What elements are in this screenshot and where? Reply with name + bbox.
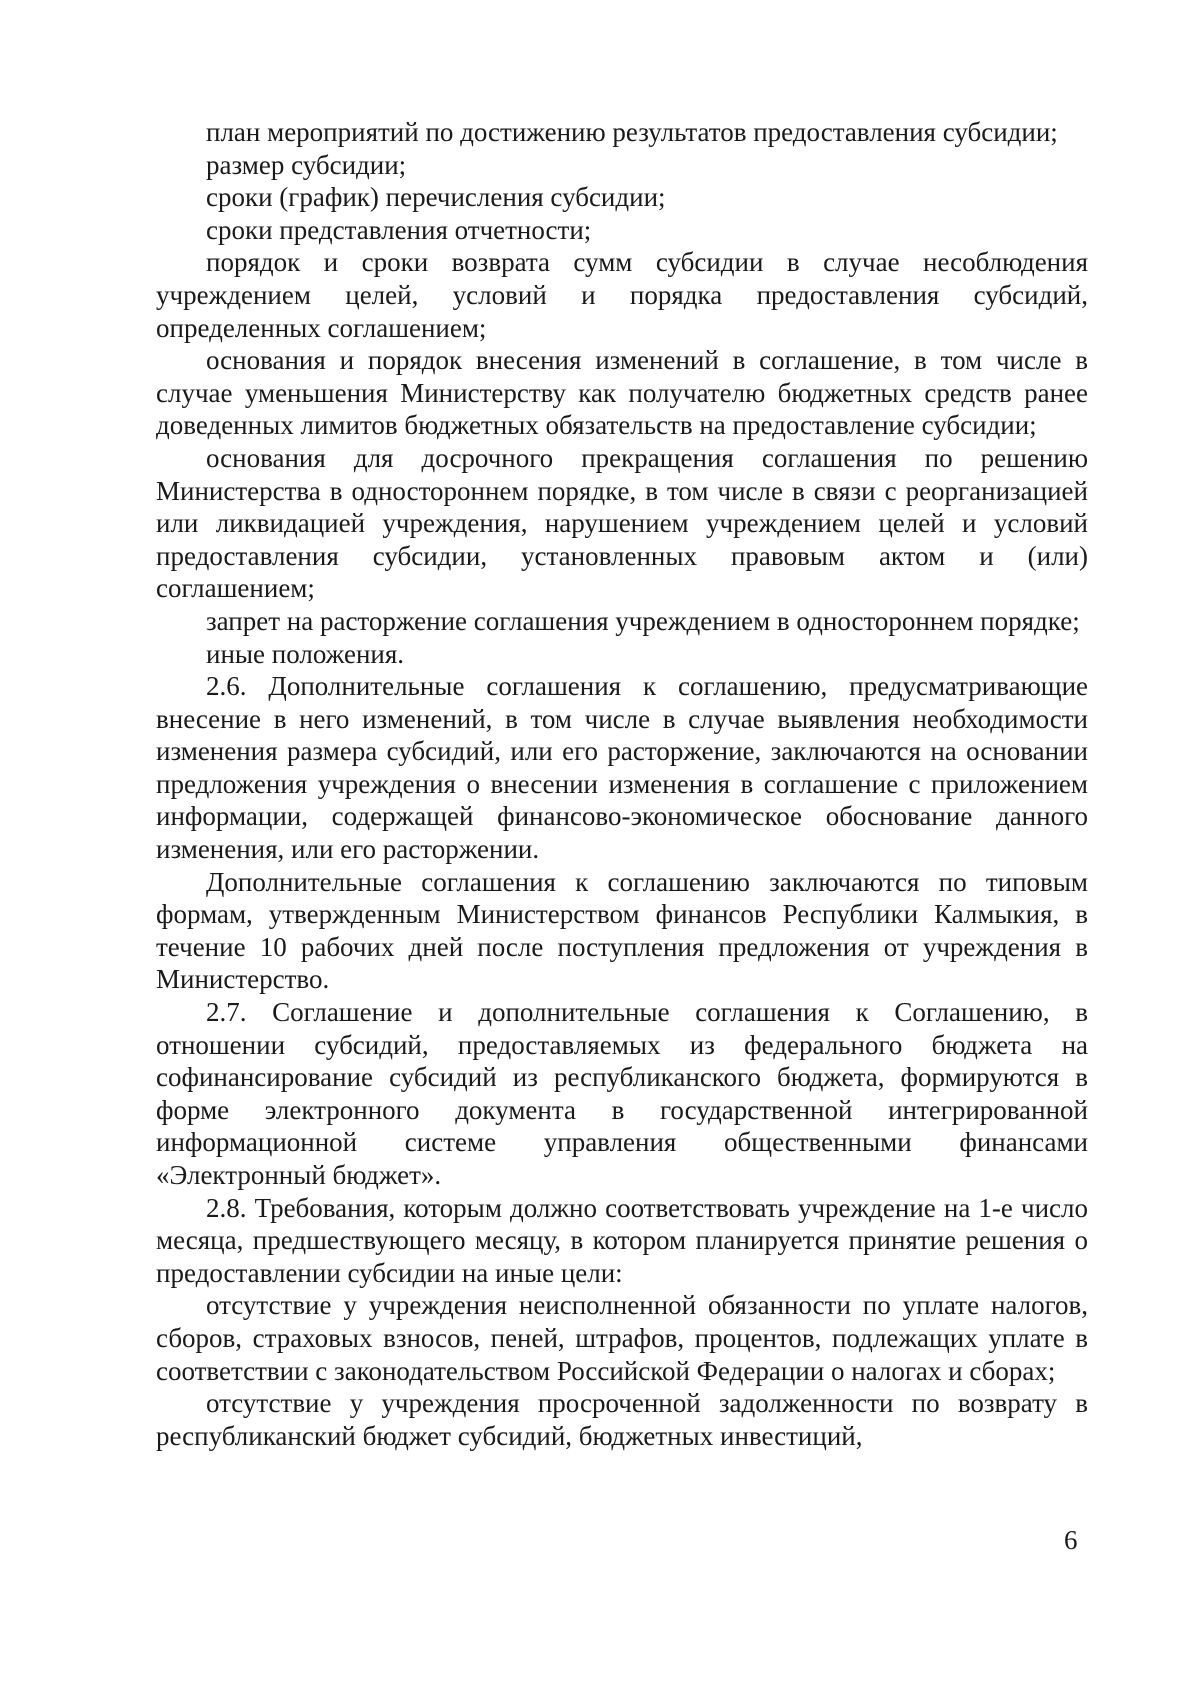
- paragraph: запрет на расторжение соглашения учреждением в одностороннем порядке;: [206, 605, 1080, 636]
- paragraph: порядок и сроки возврата сумм субсидии в случае несоблюдения учреждением целей, условий и порядка предоставления субсидий, определенных соглашением;: [156, 247, 1088, 343]
- document-body: [156, 116, 1088, 1452]
- paragraph: Дополнительные соглашения к соглашению заключаются по типовым формам, утвержденным Министерством финансов Республики Калмыкия, в течение 10 рабочих дней после поступления предложения от учреждения в Министерство.: [156, 866, 1088, 995]
- page-number: 6: [1064, 1525, 1078, 1555]
- paragraph: сроки (график) перечисления субсидии;: [206, 182, 666, 213]
- paragraph: 2.6. Дополнительные соглашения к соглашению, предусматривающие внесение в него изменений, в том числе в случае выявления необходимости изменения размера субсидий, или его расторжение, заключаются на основании предложения учреждения о внесении изменения в соглашение с приложением информации, содержащей финансово-экономическое обоснование данного изменения, или его расторжении.: [156, 671, 1088, 865]
- paragraph: основания и порядок внесения изменений в соглашение, в том числе в случае уменьшения Министерству как получателю бюджетных средств ранее доведенных лимитов бюджетных обязательств на предоставление субсидии;: [156, 345, 1088, 441]
- paragraph: 2.8. Требования, которым должно соответствовать учреждение на 1-е число месяца, предшествующего месяцу, в котором планируется принятие решения о предоставлении субсидии на иные цели:: [156, 1192, 1088, 1288]
- paragraph: основания для досрочного прекращения соглашения по решению Министерства в одностороннем порядке, в том числе в связи с реорганизацией или ликвидацией учреждения, нарушением учреждением целей и условий предоставления субсидии, установленных правовым актом и (или) соглашением;: [156, 442, 1088, 604]
- paragraph: иные положения.: [206, 638, 405, 669]
- paragraph: размер субсидии;: [206, 149, 407, 180]
- paragraph: отсутствие у учреждения неисполненной обязанности по уплате налогов, сборов, страховых взносов, пеней, штрафов, процентов, подлежащих уплате в соответствии с законодательством Российской Федерации о налогах и сборах;: [156, 1290, 1088, 1386]
- paragraph: план мероприятий по достижению результатов предоставления субсидии;: [206, 117, 1058, 147]
- paragraph: сроки представления отчетности;: [206, 214, 592, 245]
- paragraph: 2.7. Соглашение и дополнительные соглашения к Соглашению, в отношении субсидий, предоставляемых из федерального бюджета на софинансирование субсидий из республиканского бюджета, формируются в форме электронного документа в государственной интегрированной информационной системе управления общественными финансами «Электронный бюджет».: [156, 997, 1088, 1190]
- paragraph: отсутствие у учреждения просроченной задолженности по возврату в республиканский бюджет субсидий, бюджетных инвестиций,: [156, 1388, 1088, 1451]
